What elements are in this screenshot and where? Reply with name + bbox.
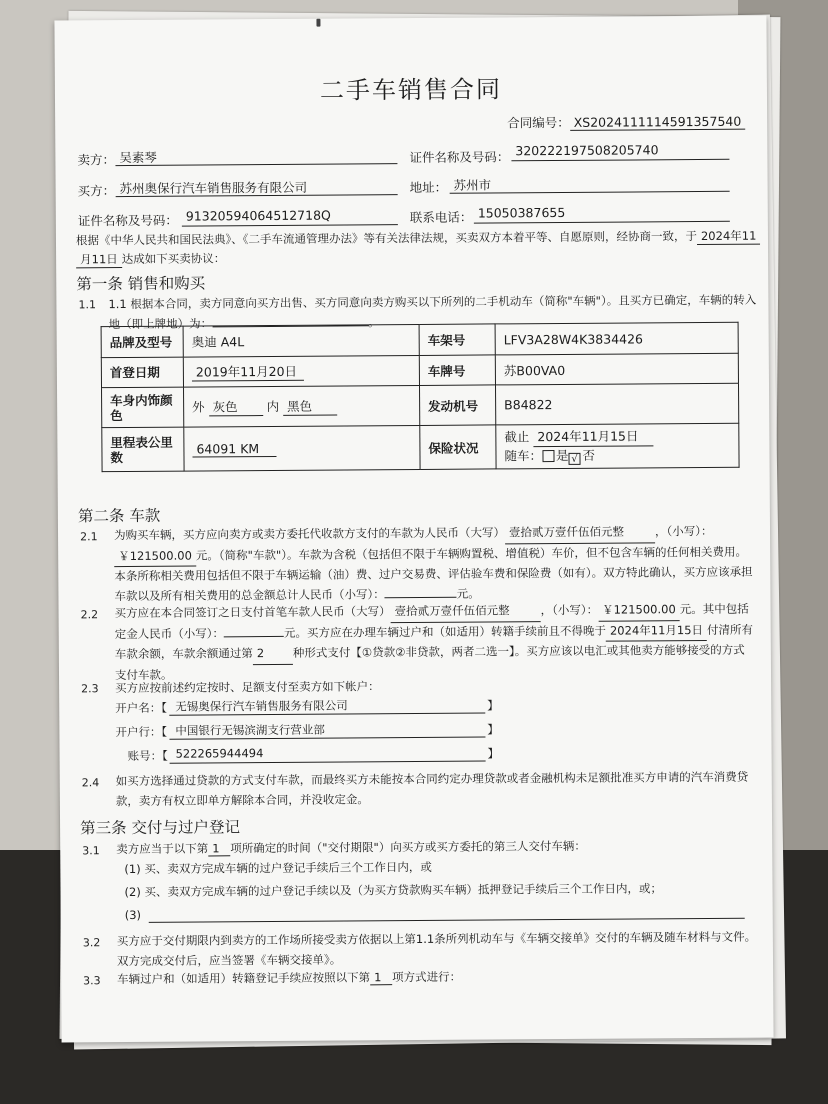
brand-value: 奥迪 A4L	[183, 324, 419, 357]
color-label: 车身内饰颜色	[102, 387, 184, 428]
mileage-cell	[184, 425, 420, 471]
preamble-date: 2024年11	[697, 228, 761, 245]
table-row	[101, 322, 738, 357]
seller-name: 吴素琴	[119, 149, 157, 166]
with-car-label: 随车：	[504, 448, 543, 464]
clause-3-1-item-2: (2) 买、卖双方完成车辆的过户登记手续以及（为买方贷款购买车辆）抵押登记手续后三个工作日内，或；	[124, 881, 663, 900]
clause-1-1-period: 。	[368, 315, 380, 330]
clause-3-3-text	[117, 969, 461, 987]
color-cell	[184, 385, 420, 427]
clause-3-2-text: 买方应于交付期限内到卖方的工作场所接受卖方依据以上第1.1条所列机动车与《车辆交接单》交付的车辆及随车材料与文件。双方完成交付后，应当签署《车辆交接单》。	[116, 929, 757, 968]
engine-value: B84822	[495, 383, 738, 425]
brand-label: 品牌及型号	[101, 326, 183, 358]
mileage-value: 64091 KM	[192, 440, 276, 457]
clause-2-2-number: 2.2	[80, 608, 99, 622]
clause-3-2-number: 3.2	[82, 936, 101, 950]
clause-2-1-part: 为购买车辆，买方应向卖方或卖方委托代收款方支付的车款为人民币（大写）	[113, 525, 506, 543]
clause-2-2-part: 种形式支付【①贷款②非贷款，两者二选一】。买方应该以电汇或其他卖方能够接受的方式支付车款。	[114, 642, 745, 682]
engine-label: 发动机号	[419, 385, 495, 426]
vehicle-info-table	[101, 322, 740, 472]
clause-2-2-part: 元。买方应在办理车辆过户和（如适用）转籍手续前且不得晚于	[283, 623, 607, 640]
first-registration-label: 首登日期	[101, 357, 183, 388]
account-name-label: 开户名：【	[115, 700, 168, 716]
clause-3-1-item-3: (3)	[124, 907, 142, 923]
table-row	[102, 423, 739, 471]
seller-underline	[115, 163, 397, 166]
clause-3-3-number: 3.3	[83, 974, 101, 988]
preamble-text-end: 达成如下买卖协议：	[121, 251, 226, 267]
clause-3-3-part: 车辆过户和（如适用）转籍登记手续应按照以下第	[117, 970, 371, 987]
insurance-cell	[496, 423, 739, 469]
first-registration-cell	[183, 355, 419, 387]
clause-3-1-item-1: (1) 买、卖双方完成车辆的过户登记手续后三个工作日内，或	[124, 859, 432, 877]
insurance-until-prefix: 截止	[504, 429, 530, 445]
buyer-phone: 15050387655	[477, 204, 566, 221]
bracket-close: 】	[487, 722, 499, 737]
plate-label: 车牌号	[419, 355, 495, 386]
balance-due-date: 2024年11月15日	[606, 620, 707, 641]
address-underline	[450, 191, 730, 194]
account-number: 522265944494	[175, 746, 264, 761]
clause-3-1-number: 3.1	[82, 844, 100, 858]
clause-1-1-number: 1.1	[78, 298, 96, 312]
vin-label: 车架号	[419, 324, 495, 356]
total-amount-chinese: 壹拾贰万壹仟伍佰元整	[505, 522, 655, 544]
deposit-blank	[224, 623, 284, 636]
clause-2-1-part: ，（小写）：	[654, 523, 713, 539]
section-3-title: 第三条 交付与过户登记	[80, 818, 241, 838]
buyer-label: 买方：	[77, 183, 116, 199]
transfer-option: 1	[370, 970, 392, 985]
seller-label: 卖方：	[77, 152, 115, 168]
account-number-label: 账号：【	[127, 748, 168, 764]
clause-3-1-text	[116, 838, 586, 857]
document-title: 二手车销售合同	[319, 75, 503, 105]
account-number-underline	[170, 761, 486, 764]
first-registration-value: 2019年11月20日	[192, 362, 304, 382]
contract-page	[54, 16, 773, 1043]
table-row	[101, 353, 738, 387]
clause-3-3-part: 项方式进行：	[392, 969, 462, 985]
clause-2-4-text: 如买方选择通过贷款的方式支付车款，而最终买方未能按本合同约定办理贷款或者金融机构未足额批准买方申请的汽车消费贷款，卖方有权立即单方解除本合同，并没收定金。	[115, 769, 749, 808]
exterior-prefix: 外	[192, 399, 205, 415]
buyer-name: 苏州奥保行汽车销售服务有限公司	[119, 179, 308, 197]
address-label: 地址：	[409, 179, 448, 196]
no-label: 否	[582, 447, 596, 463]
with-car-row	[504, 446, 730, 466]
mileage-label: 里程表公里数	[102, 427, 184, 472]
account-name: 无锡奥保行汽车销售服务有限公司	[175, 698, 348, 714]
clause-2-1-text	[114, 522, 755, 606]
clause-2-2-part: 付清所有车款余额，车款余额通过第	[114, 622, 754, 662]
clause-3-1-part: 卖方应当于以下第	[116, 841, 209, 857]
phone-label: 联系电话：	[409, 209, 473, 226]
plate-value: 苏B00VA0	[495, 353, 738, 385]
buyer-id-label: 证件名称及号码：	[77, 212, 178, 229]
seller-id: 320222197508205740	[515, 142, 659, 159]
total-with-fees-blank	[385, 584, 457, 598]
clause-2-3-text: 买方应按前述约定按时、足额支付至卖方如下帐户：	[115, 679, 380, 696]
insurance-label: 保险状况	[420, 425, 496, 470]
exterior-color: 灰色	[209, 397, 263, 416]
section-1-title: 第一条 销售和购买	[76, 274, 206, 294]
preamble-line-2	[76, 250, 225, 268]
phone-underline	[474, 221, 730, 224]
payment-option: 2	[253, 644, 293, 665]
contract-number: XS2024111114591357540	[570, 114, 746, 131]
preamble-text: 根据《中华人民共和国民法典》、《二手车流通管理办法》等有关法律法规，买卖双方本着平等、自愿原则，经协商一致，于	[75, 229, 698, 248]
buyer-id-underline	[182, 224, 398, 227]
vin-value: LFV3A28W4K3834426	[495, 322, 738, 355]
delivery-option: 1	[208, 841, 230, 856]
contract-number-label: 合同编号：	[507, 114, 570, 131]
bank-label: 开户行：【	[115, 724, 168, 740]
registration-place-label: 地（即上牌地）为：	[108, 316, 213, 332]
preamble-line-1	[76, 228, 761, 250]
seller-id-label: 证件名称及号码：	[409, 149, 510, 166]
clause-2-2-part: ，（小写）：	[540, 602, 599, 618]
clause-3-1-part: 项所确定的时间（"交付期限"）向买方或买方委托的第三人交付车辆：	[230, 838, 586, 856]
checkbox-no-checked[interactable]: √	[569, 453, 581, 465]
buyer-address: 苏州市	[453, 177, 492, 193]
bank-name: 中国银行无锡滨湖支行营业部	[175, 722, 325, 738]
preamble-date-cont: 月11日	[76, 251, 122, 268]
table-row	[102, 383, 739, 427]
clause-2-1-part: 元。	[456, 586, 480, 601]
insurance-until-row	[504, 427, 730, 448]
bracket-close: 】	[487, 698, 499, 713]
clause-3-1-item-3-blank	[149, 918, 745, 923]
clause-2-3-number: 2.3	[81, 682, 99, 696]
bracket-close: 】	[487, 746, 500, 761]
clause-2-2-part: 元。其中包括定金人民币（小写）：	[114, 601, 749, 641]
pen-mark	[316, 19, 320, 27]
section-2-title: 第二条 车款	[77, 506, 161, 526]
clause-1-1-text: 1.1 根据本合同，卖方同意向买方出售、买方同意向卖方购买以下所列的二手机动车（简称"车辆"）。且买方已确定，车辆的转入	[108, 292, 757, 312]
interior-color: 黑色	[283, 397, 337, 416]
interior-prefix: 内	[266, 398, 280, 415]
clause-2-1-part: 元。（简称"车款"）。车款为含税（包括但不限于车辆购置税、增值税）车价，但不包含车辆的任何相关费用。本条所称相关费用包括但不限于车辆运输（油）费、过户交易费、评估验车费和保险费（如有）。双方特此确认，买方应该承担车款以及所有相关费用的总金额总计人民币（小写）：	[114, 544, 753, 603]
clause-2-2-part: 买方应在本合同签订之日支付首笔车款人民币（大写）	[114, 604, 391, 621]
first-payment-chinese: 壹拾贰万壹仟伍佰元整	[391, 601, 541, 623]
contract-number-row	[507, 112, 745, 132]
clause-2-4-number: 2.4	[81, 776, 100, 790]
checkbox-yes[interactable]	[542, 450, 554, 462]
yes-label: 是	[555, 447, 569, 464]
clause-2-1-number: 2.1	[80, 530, 98, 544]
first-payment-amount: ￥121500.00	[598, 600, 680, 621]
seller-id-underline	[511, 159, 729, 162]
buyer-id: 91320594064512718Q	[185, 207, 331, 224]
total-amount: ￥121500.00	[114, 546, 196, 567]
clause-2-2-text	[115, 600, 756, 685]
insurance-until-date: 2024年11月15日	[533, 427, 653, 447]
